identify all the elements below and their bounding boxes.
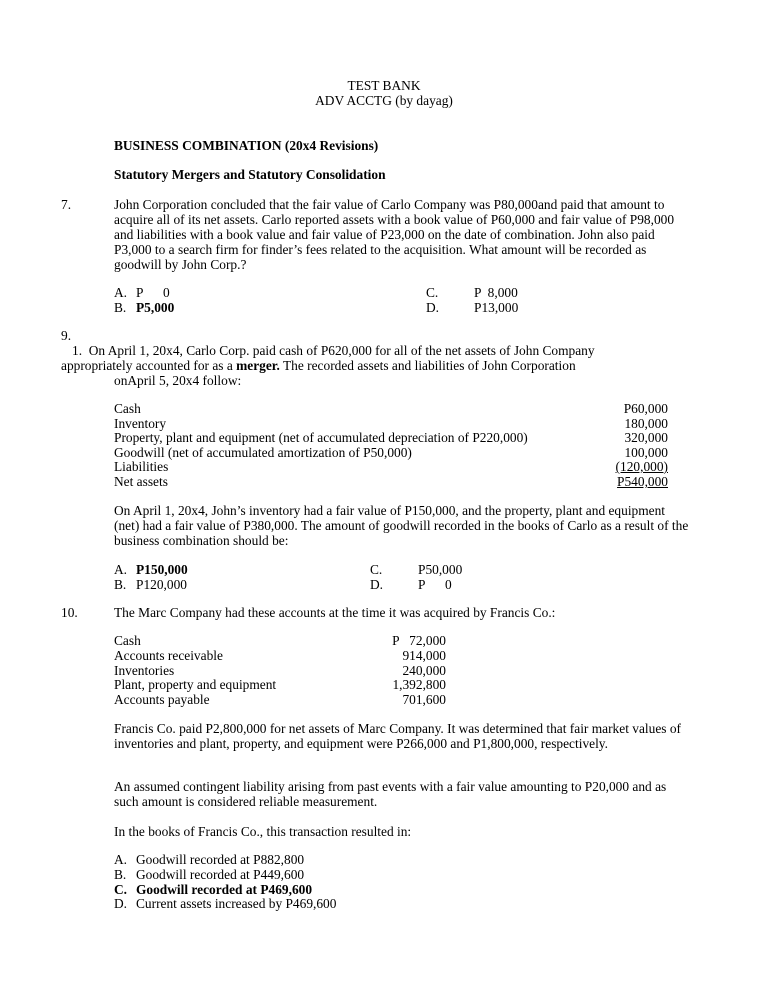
- choice-value: P 0: [136, 285, 170, 300]
- question-9-text-line1: On April 1, 20x4, Carlo Corp. paid cash of P620,000 for all of the net assets of John Company: [88, 343, 595, 358]
- question-9-text2: On April 1, 20x4, John’s inventory had a fair value of P150,000, and the property, plant and equipment (net) had a fair value of P380,000. The amount of goodwill recorded in the books of Carlo as a result of the business combination should be:: [114, 503, 689, 548]
- choice-letter: D.: [114, 896, 128, 911]
- table-row-label: Cash: [114, 633, 141, 648]
- choice-letter: C.: [370, 562, 383, 577]
- question-9-line1: [72, 343, 595, 358]
- q9-choice-c: [370, 562, 462, 577]
- choice-letter: B.: [114, 867, 127, 882]
- table-row-value: P540,000: [617, 474, 668, 489]
- table-row-label: Property, plant and equipment (net of accumulated depreciation of P220,000): [114, 430, 528, 445]
- choice-letter: A.: [114, 852, 128, 867]
- q10-choice-d: [114, 896, 336, 911]
- choice-value: P 0: [418, 577, 452, 592]
- question-10-text4: In the books of Francis Co., this transaction resulted in:: [114, 824, 412, 839]
- table-row-value: 320,000: [624, 430, 668, 445]
- table-row-label: Liabilities: [114, 459, 169, 474]
- choice-value-answer: P150,000: [136, 562, 188, 577]
- q10-choice-c: [114, 882, 312, 897]
- question-7-number: 7.: [61, 197, 72, 212]
- table-row-value: P 72,000: [392, 633, 446, 648]
- list-number: 1.: [72, 343, 83, 358]
- q9-choice-b: [114, 577, 187, 592]
- q10-choice-a: [114, 852, 304, 867]
- choice-letter: C.: [426, 285, 439, 300]
- table-row-value: 100,000: [624, 445, 668, 460]
- section-title: BUSINESS COMBINATION (20x4 Revisions): [114, 138, 379, 153]
- choice-value-answer: Goodwill recorded at P469,600: [136, 882, 313, 897]
- question-10-text: The Marc Company had these accounts at the time it was acquired by Francis Co.:: [114, 605, 556, 620]
- choice-letter: B.: [114, 300, 127, 315]
- table-row-value: 914,000: [402, 648, 446, 663]
- table-row-label: Accounts receivable: [114, 648, 223, 663]
- q10-choice-b: [114, 867, 304, 882]
- question-9-line2: [61, 358, 576, 373]
- table-row-value: 701,600: [402, 692, 446, 707]
- question-10-number: 10.: [61, 605, 78, 620]
- choice-value: P120,000: [136, 577, 187, 592]
- table-row-label: Net assets: [114, 474, 168, 489]
- table-row-value: 240,000: [402, 663, 446, 678]
- header-subtitle: ADV ACCTG (by dayag): [315, 93, 453, 108]
- choice-value: Current assets increased by P469,600: [136, 896, 337, 911]
- choice-value: Goodwill recorded at P449,600: [136, 867, 305, 882]
- choice-value: Goodwill recorded at P882,800: [136, 852, 305, 867]
- q9-choice-d: [370, 577, 452, 592]
- question-9-text-line3: onApril 5, 20x4 follow:: [114, 373, 242, 388]
- table-row-label: Inventories: [114, 663, 175, 678]
- choice-value: P 8,000: [474, 285, 518, 300]
- choice-letter: A.: [114, 285, 128, 300]
- choice-value: P50,000: [418, 562, 463, 577]
- table-row-label: Cash: [114, 401, 141, 416]
- table-row-value: 180,000: [624, 416, 668, 431]
- table-row-label: Goodwill (net of accumulated amortization of P50,000): [114, 445, 412, 460]
- choice-letter: B.: [114, 577, 127, 592]
- q7-choice-a: [114, 285, 170, 300]
- choice-value: P13,000: [474, 300, 519, 315]
- header-title: TEST BANK: [347, 78, 421, 93]
- subsection-title: Statutory Mergers and Statutory Consolidation: [114, 167, 386, 182]
- table-row-value: P60,000: [623, 401, 668, 416]
- choice-letter: C.: [114, 882, 128, 897]
- choice-letter: D.: [370, 577, 384, 592]
- question-9-text-line2b: merger.: [236, 358, 280, 373]
- question-9-text-line2a: appropriately accounted for as a: [61, 358, 237, 373]
- choice-letter: D.: [426, 300, 440, 315]
- table-row-label: Plant, property and equipment: [114, 677, 277, 692]
- q7-choice-c: [426, 285, 518, 300]
- question-7-text: John Corporation concluded that the fair value of Carlo Company was P80,000and paid that amount to acquire all of its net assets. Carlo reported assets with a book value of P60,000 and fair value of P98,000 and liabilities with a book value and fair value of P23,000 on the date of combination. John also paid P3,000 to a search firm for finder’s fees related to the acquisition. What amount will be recorded as goodwill by John Corp.?: [114, 197, 675, 272]
- table-row-label: Accounts payable: [114, 692, 210, 707]
- table-row-value: (120,000): [615, 459, 668, 474]
- question-9-text-line2c: The recorded assets and liabilities of John Corporation: [279, 358, 576, 373]
- q7-choice-d: [426, 300, 518, 315]
- question-9-number: 9.: [61, 328, 72, 343]
- q7-choice-b: [114, 300, 174, 315]
- question-10-text2: Francis Co. paid P2,800,000 for net assets of Marc Company. It was determined that fair market values of inventories and plant, property, and equipment were P266,000 and P1,800,000, respectively.: [114, 721, 681, 751]
- choice-value-answer: P5,000: [136, 300, 175, 315]
- table-row-value: 1,392,800: [392, 677, 446, 692]
- question-10-text3: An assumed contingent liability arising from past events with a fair value amounting to P20,000 and as such amount is considered reliable measurement.: [114, 779, 667, 809]
- choice-letter: A.: [114, 562, 128, 577]
- q9-choice-a: [114, 562, 188, 577]
- table-row-label: Inventory: [114, 416, 167, 431]
